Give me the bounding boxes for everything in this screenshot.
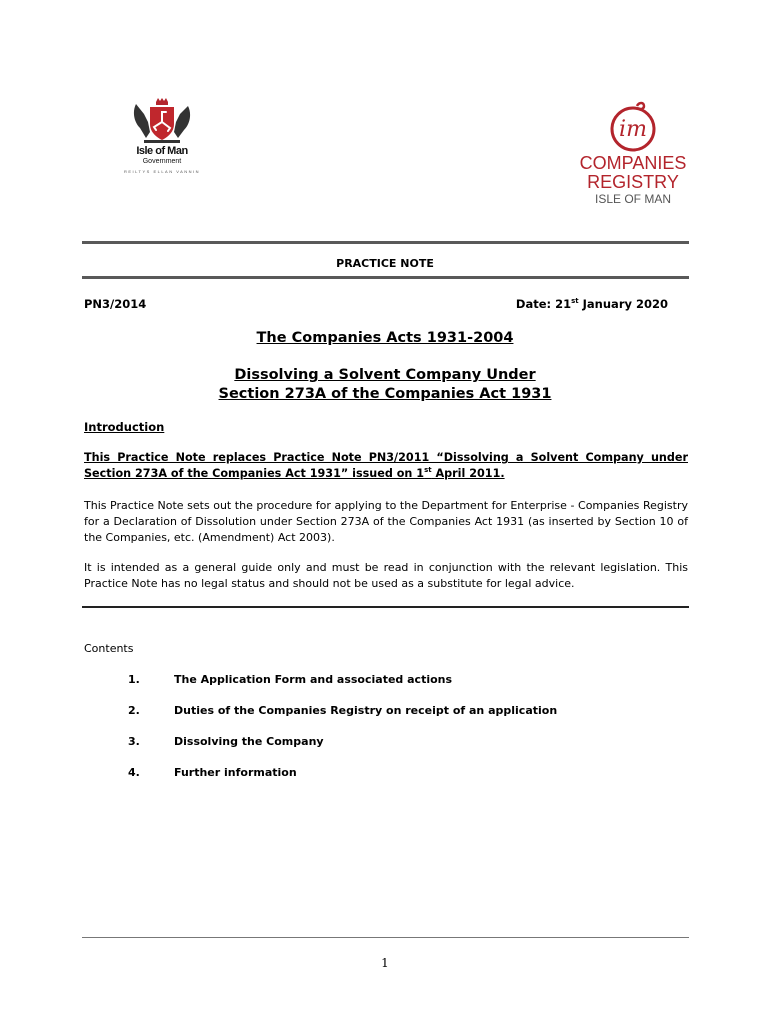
section-divider [82, 606, 689, 608]
iom-tagline: REILTYS ELLAN VANNIN [123, 169, 201, 174]
replacement-notice: This Practice Note replaces Practice Note PN3/2011 “Dissolving a Solvent Company under Section 273A of the Companies Act 1931” issued on 1st April 2011. [84, 451, 688, 480]
companies-registry-im-icon [606, 100, 660, 154]
toc-item-number: 2. [128, 704, 140, 717]
contents-label: Contents [84, 642, 134, 655]
practice-note-heading: PRACTICE NOTE [336, 257, 434, 270]
practice-note-date: Date: 21st January 2020 [515, 297, 668, 311]
toc-item-number: 1. [128, 673, 140, 686]
companies-registry-logo [572, 100, 694, 207]
registry-line-1: COMPANIES [579, 153, 687, 173]
toc-item-text: Further information [174, 766, 297, 779]
toc-item-number: 4. [128, 766, 140, 779]
document-subtitle-line-1: Dissolving a Solvent Company Under [234, 367, 536, 383]
document-subtitle-line-2: Section 273A of the Companies Act 1931 [218, 386, 552, 402]
toc-item-number: 3. [128, 735, 140, 748]
practice-note-reference: PN3/2014 [84, 297, 147, 311]
intro-paragraph-1: This Practice Note sets out the procedure for applying to the Department for Enterprise - Companies Registry for a Declaration of Dissolution under Section 273A of the Companies Act 1931 (as inserted by Section 10 of the Companies, etc. (Amendment) Act 2003). [84, 499, 688, 544]
toc-item-text: The Application Form and associated actions [174, 673, 453, 686]
registry-line-3: ISLE OF MAN [594, 192, 671, 206]
footer-rule [82, 937, 689, 938]
intro-paragraph-2: It is intended as a general guide only and must be read in conjunction with the relevant legislation. This Practice Note has no legal status and should not be used as a substitute for legal advice. [84, 561, 688, 590]
registry-line-2: REGISTRY [587, 172, 679, 192]
introduction-heading: Introduction [84, 420, 165, 434]
toc-item-text: Duties of the Companies Registry on receipt of an application [174, 704, 558, 717]
header-bottom-rule [82, 276, 689, 279]
isle-of-man-crest-icon [130, 98, 194, 144]
toc-item-text: Dissolving the Company [174, 735, 324, 748]
header-top-rule [82, 241, 689, 244]
isle-of-man-government-logo [122, 98, 202, 174]
page-number: 1 [381, 956, 389, 970]
document-title: The Companies Acts 1931-2004 [256, 330, 514, 346]
iom-subtitle: Government [142, 158, 182, 165]
registry-mark-text: im [619, 117, 647, 142]
iom-name: Isle of Man [136, 145, 188, 157]
